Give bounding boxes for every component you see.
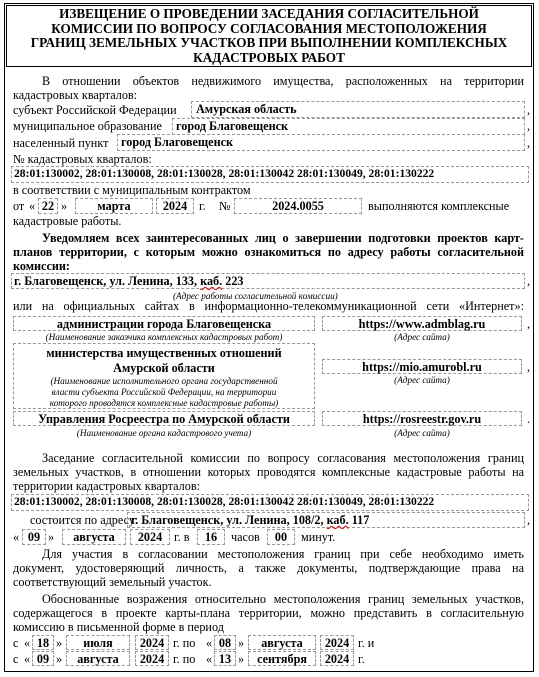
customer-org-caption: (Наименование заказчика комплексных кадастровых работ) (45, 332, 283, 342)
title-line-2: КОМИССИИ ПО ВОПРОСУ СОГЛАСОВАНИЯ МЕСТОПОЛОЖЕНИЯ (51, 20, 487, 36)
period1-day-from: 18 (32, 635, 54, 650)
quote-open: « (29, 199, 36, 213)
quote-close: » (238, 652, 245, 666)
row-end: . (527, 412, 531, 426)
ministry-caption-1: (Наименование исполнительного органа государственной (50, 376, 278, 386)
contract-year: 2024 (156, 198, 194, 214)
meeting-address-label: состоится по адресу: (30, 513, 139, 527)
contract-day: 22 (38, 198, 58, 214)
period2-day-to: 13 (214, 651, 236, 666)
period2-day-from: 09 (32, 651, 54, 666)
ministry-org-1: министерства имущественных отношений (46, 346, 282, 360)
minutes-label: минут. (301, 530, 336, 544)
site-caption: (Адрес сайта) (394, 375, 450, 385)
period2-month-to: сентября (248, 651, 316, 666)
title-line-3: ГРАНИЦ ЗЕМЕЛЬНЫХ УЧАСТКОВ ПРИ ВЫПОЛНЕНИИ КОМПЛЕКСНЫХ (30, 35, 508, 50)
notice-line-3: комиссии: (13, 259, 70, 273)
ministry-site-link[interactable]: https://mio.amurobl.ru (322, 359, 522, 374)
quote-close: » (238, 636, 245, 650)
meeting-month: августа (62, 529, 126, 545)
notice-line-1: Уведомляем всех заинтересованных лиц о завершении подготовки проектов карт- (42, 231, 524, 245)
ministry-org-2: Амурской области (113, 361, 215, 375)
objections-line-1: Обоснованные возражения относительно местоположения границ земельных участков, (42, 592, 524, 606)
meeting-address: г. Благовещенск, ул. Ленина, 108/2, каб. 117 (127, 512, 525, 528)
rosreestr-site-link[interactable]: https://rosreestr.gov.ru (322, 411, 522, 426)
quote-open: « (206, 636, 213, 650)
comma: , (527, 513, 531, 527)
site-caption: (Адрес сайта) (394, 428, 450, 438)
contract-tail: выполняются комплексные (368, 199, 510, 213)
docs-line-3: соответствующий земельный участок. (13, 575, 212, 589)
settlement-label: населенный пункт (13, 136, 109, 150)
to-label: г. по (173, 636, 196, 650)
objections-line-3: комиссию в письменной форме в период (13, 620, 224, 634)
from-label: от (13, 199, 25, 213)
customer-site-link[interactable]: https://www.admblag.ru (322, 316, 522, 331)
contract-number: 2024.0055 (234, 198, 362, 214)
objections-line-2: содержащегося в проекте карты-плана территории, можно представить в согласительную (13, 606, 524, 620)
title-line-4: КАДАСТРОВЫХ РАБОТ (193, 49, 345, 65)
quarters-value: 28:01:130002, 28:01:130008, 28:01:130028, 28:01:130042 28:01:130049, 28:01:130222 (11, 166, 529, 183)
period1-month-to: августа (248, 635, 316, 650)
contract-line: в соответствии с муниципальным контрактом (13, 183, 251, 197)
docs-line-2: документ, удостоверяющий личность, а также документы, подтверждающие права на (13, 561, 524, 575)
from-label: с (13, 636, 19, 650)
ministry-caption-2: власти субъекта Российской Федерации, на территории (51, 387, 277, 397)
period1-year-from: 2024 (135, 635, 169, 650)
title-line-1: ИЗВЕЩЕНИЕ О ПРОВЕДЕНИИ ЗАСЕДАНИЯ СОГЛАСИТЕЛЬНОЙ (59, 6, 479, 21)
quote-open: « (24, 636, 31, 650)
comma: , (527, 274, 531, 288)
meeting-line-2: земельных участков, в отношении которых проводятся комплексные кадастровые работы на (13, 465, 524, 479)
quote-close: » (56, 636, 63, 650)
intro-line-1: В отношении объектов недвижимого имущества, расположенных на территории (42, 74, 524, 88)
rosreestr-org: Управления Росреестра по Амурской области (13, 411, 315, 426)
period1-year-to: 2024 (320, 635, 354, 650)
web-line: или на официальных сайтах в информационно-телекоммуникационной сети «Интернет»: (13, 299, 524, 313)
contract-month: марта (75, 198, 153, 214)
quote-open: « (206, 652, 213, 666)
municipality-value: город Благовещенск (172, 118, 525, 135)
commission-address: г. Благовещенск, ул. Ленина, 133, каб. 223 (11, 273, 525, 289)
comma: , (527, 103, 531, 117)
comma: , (527, 136, 531, 150)
site-caption: (Адрес сайта) (394, 332, 450, 342)
hours-label: часов (231, 530, 260, 544)
meeting-year-in: г. в (174, 530, 190, 544)
intro-line-2: кадастровых кварталов: (13, 88, 138, 102)
period2-year-from: 2024 (135, 651, 169, 666)
notice-line-2: планов территории, с которым можно ознакомиться по адресу работы согласительной (13, 245, 524, 259)
meeting-line-3: территории кадастровых кварталов: (13, 479, 200, 493)
quarters-label: № кадастровых кварталов: (13, 152, 152, 166)
subject-label: субъект Российской Федерации (13, 103, 177, 117)
settlement-value: город Благовещенск (117, 134, 525, 151)
quote-close: » (56, 652, 63, 666)
quote-open: « (13, 530, 20, 544)
ministry-caption-3: которого проводятся комплексные кадастровые работы) (49, 398, 279, 408)
municipality-label: муниципальное образование (13, 119, 162, 133)
comma: , (527, 119, 531, 133)
subject-value: Амурская область (191, 101, 525, 118)
quote-close: » (61, 199, 68, 213)
meeting-day: 09 (22, 529, 46, 545)
no-label: № (219, 199, 231, 213)
period1-day-to: 08 (214, 635, 236, 650)
meeting-minutes: 00 (267, 529, 295, 545)
period2-month-from: августа (66, 651, 130, 666)
period2-end: г. (358, 652, 365, 666)
meeting-year: 2024 (130, 529, 170, 545)
period1-end: г. и (358, 636, 375, 650)
quote-open: « (24, 652, 31, 666)
customer-org: администрации города Благовещенска (13, 316, 315, 331)
row-end: , (527, 360, 531, 374)
meeting-hours: 16 (197, 529, 225, 545)
period2-year-to: 2024 (320, 651, 354, 666)
contract-tail-2: кадастровые работы. (13, 214, 122, 228)
period1-month-from: июля (66, 635, 130, 650)
year-suffix: г. (199, 199, 206, 213)
to-label: г. по (173, 652, 196, 666)
from-label: с (13, 652, 19, 666)
meeting-line-1: Заседание согласительной комиссии по вопросу согласования местоположения границ (42, 451, 524, 465)
meeting-quarters-value: 28:01:130002, 28:01:130008, 28:01:130028, 28:01:130042 28:01:130049, 28:01:130222 (11, 494, 529, 511)
row-end: , (527, 317, 531, 331)
quote-close: » (48, 530, 55, 544)
docs-line-1: Для участия в согласовании местоположения границ при себе необходимо иметь (42, 547, 524, 561)
commission-address-caption: (Адрес работы согласительной комиссии) (173, 291, 338, 301)
rosreestr-caption: (Наименование органа кадастрового учета) (76, 428, 252, 438)
